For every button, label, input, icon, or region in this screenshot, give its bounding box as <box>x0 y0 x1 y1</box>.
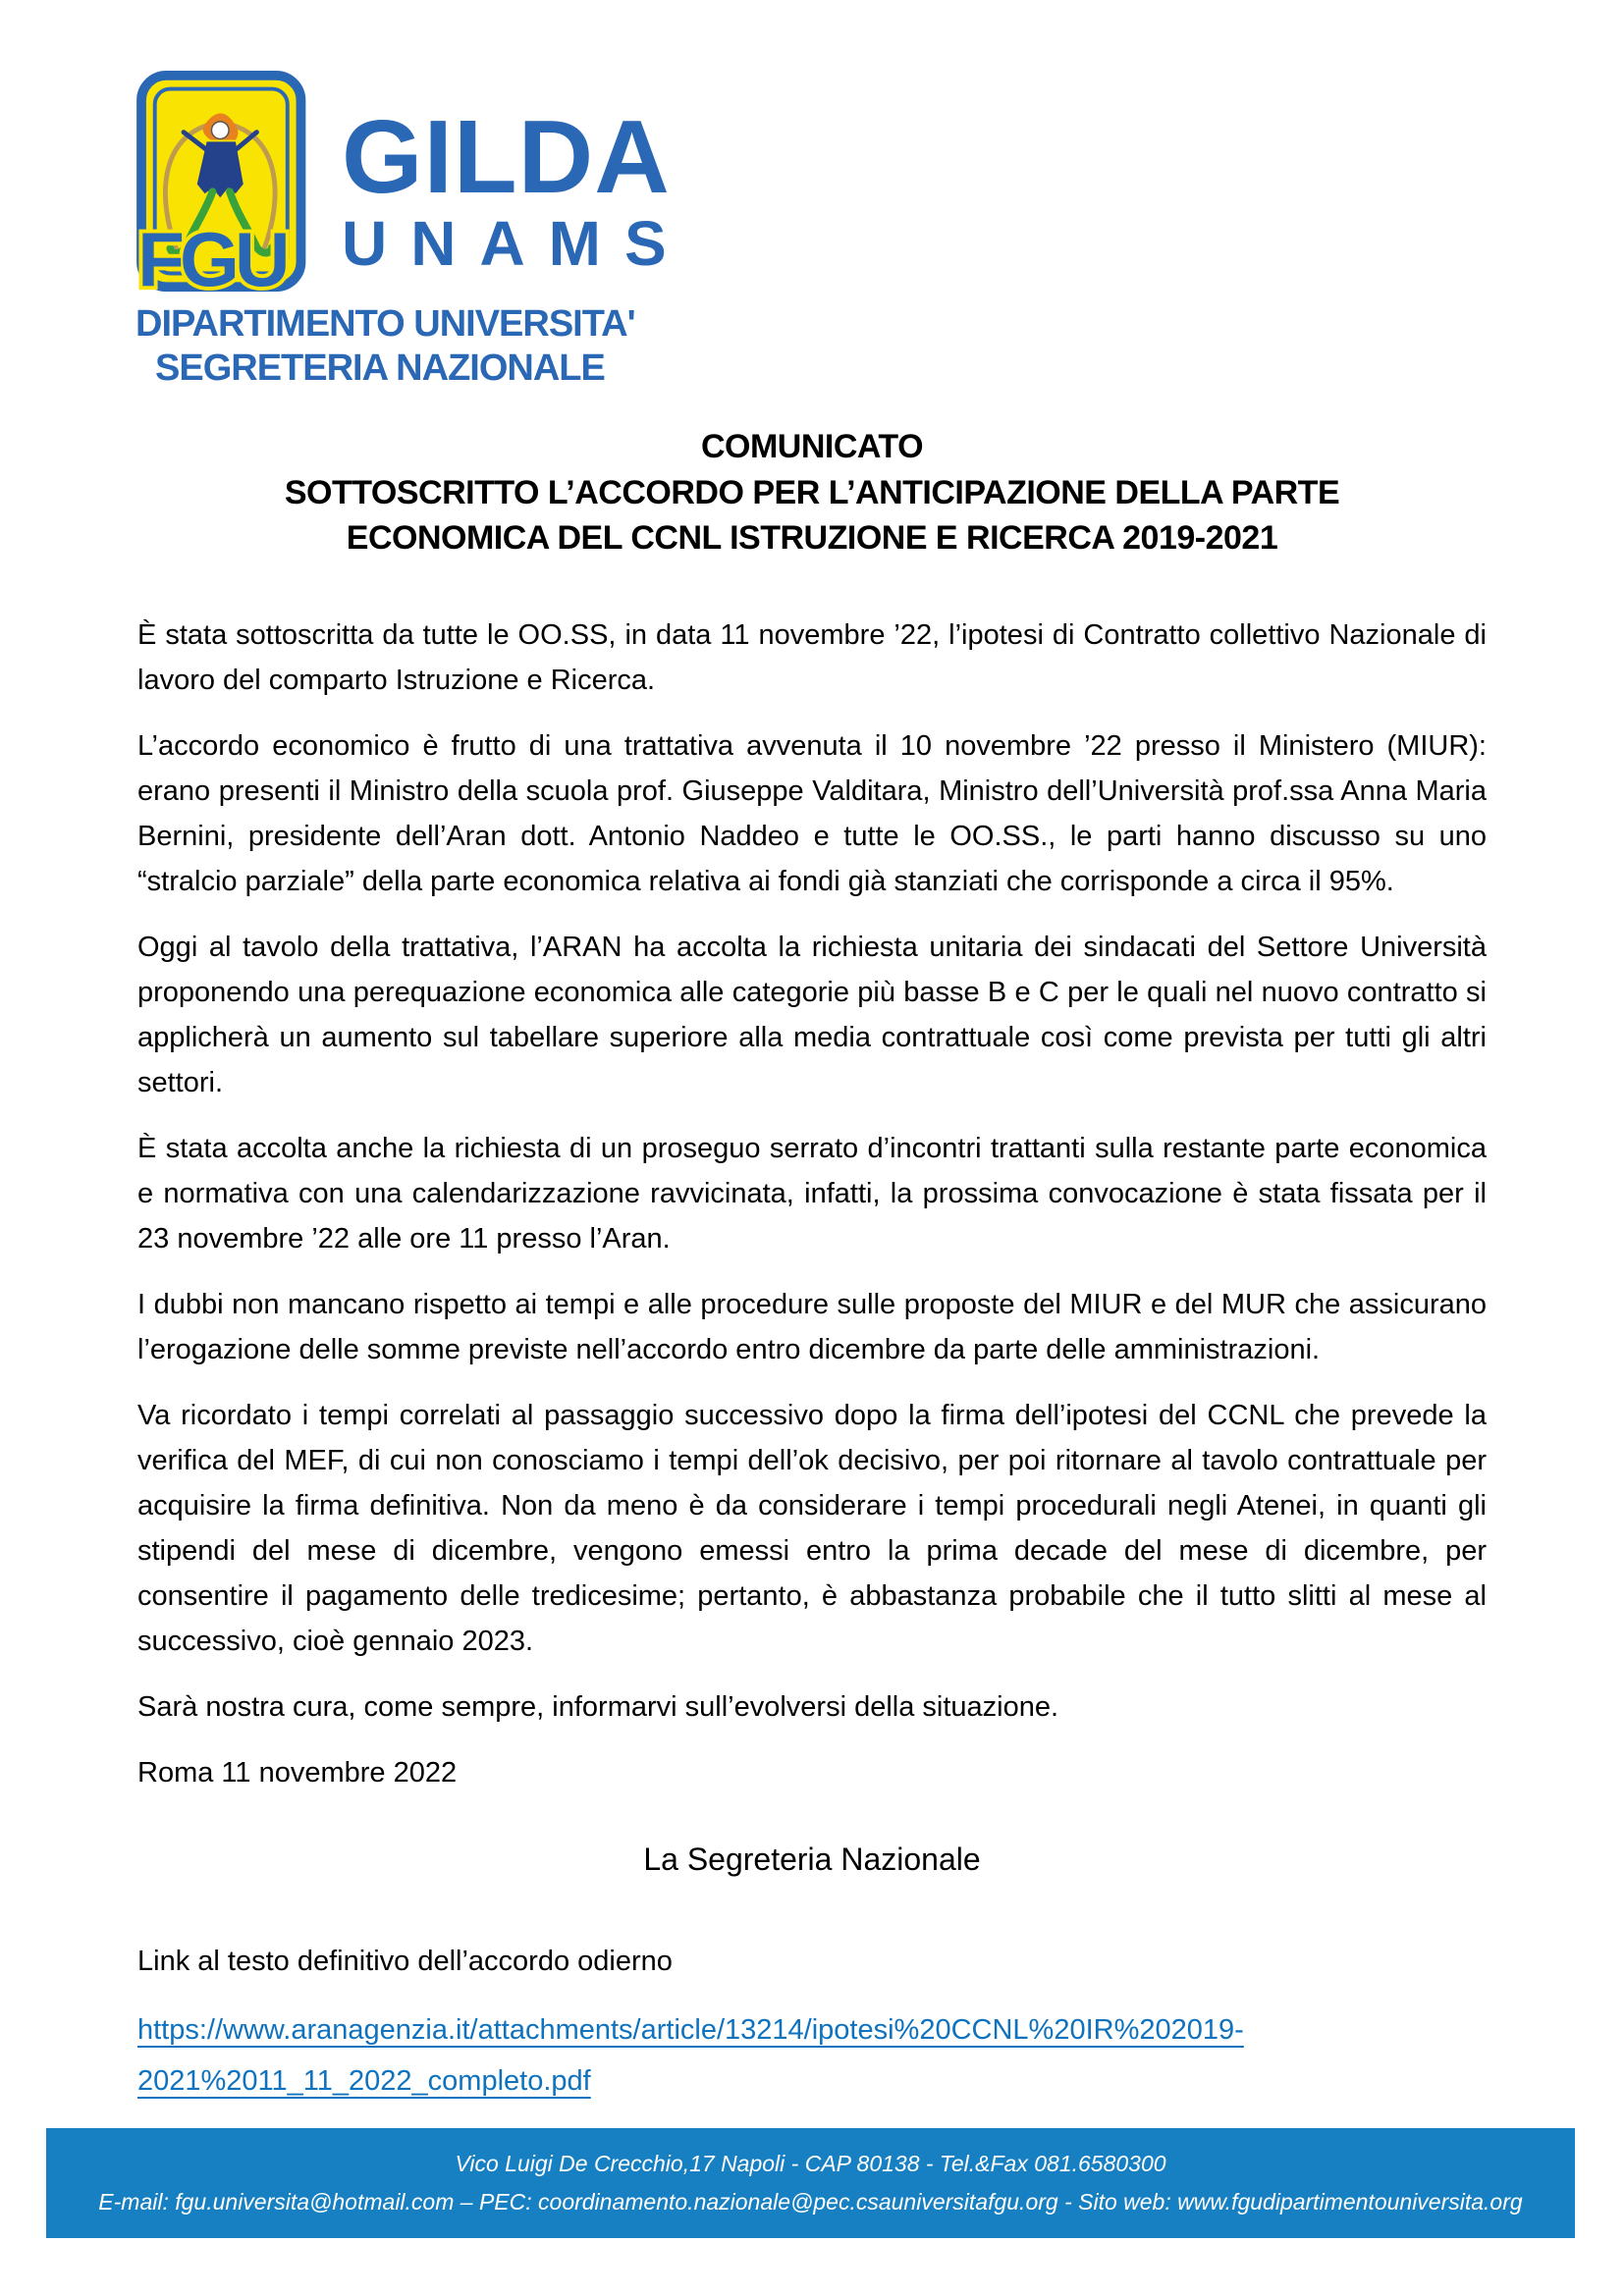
paragraph-4: È stata accolta anche la richiesta di un proseguo serrato d’incontri trattanti sulla restante parte economica e normativa con una calendarizzazione ravvicinata, infatti, la prossima convocazione è stata fissata per il 23 novembre ’22 alle ore 11 presso l’Aran. <box>137 1133 1487 1255</box>
gilda-wordmark: GILDA <box>342 99 671 215</box>
title-line-2: SOTTOSCRITTO L’ACCORDO PER L’ANTICIPAZIONE DELLA PARTE <box>284 473 1340 511</box>
footer-address-line: Vico Luigi De Crecchio,17 Napoli - CAP 80138 - Tel.&Fax 081.6580300 <box>455 2151 1166 2177</box>
link-block <box>137 1939 1487 2107</box>
fgu-jester-logo <box>135 71 328 296</box>
accordo-pdf-link[interactable] <box>137 2004 1487 2107</box>
body-text <box>137 613 1487 2107</box>
paragraph-5: I dubbi non mancano rispetto ai tempi e alle procedure sulle proposte del MIUR e del MUR che assicurano l’erogazione delle somme previste nell’accordo entro dicembre da parte delle amministrazioni. <box>137 1289 1487 1366</box>
paragraph-3: Oggi al tavolo della trattativa, l’ARAN ha accolta la richiesta unitaria dei sindacati del Settore Università proponendo una perequazione economica alle categorie più basse B e C per le quali nel nuovo contratto si applicherà un aumento sul tabellare superiore alla media contrattuale così come prevista per tutti gli altri settori. <box>137 932 1487 1099</box>
date-line: Roma 11 novembre 2022 <box>137 1757 458 1789</box>
paragraph-1: È stata sottoscritta da tutte le OO.SS, in data 11 novembre ’22, l’ipotesi di Contratto collettivo Nazionale di lavoro del comparto Istruzione e Ricerca. <box>137 619 1487 697</box>
department-line2: SEGRETERIA NAZIONALE <box>155 347 605 389</box>
department-lines <box>135 302 1624 391</box>
title-line-3: ECONOMICA DEL CCNL ISTRUZIONE E RICERCA 2019-2021 <box>346 519 1278 558</box>
link-url-line-1[interactable]: https://www.aranagenzia.it/attachments/article/13214/ipotesi%20CCNL%20IR%202019- <box>137 2014 1244 2047</box>
logo-wordmark <box>342 71 690 279</box>
logo-row <box>135 71 1624 296</box>
fgu-text: FGU <box>137 216 286 296</box>
paragraph-2: L’accordo economico è frutto di una trattativa avvenuta il 10 novembre ’22 presso il Ministero (MIUR): erano presenti il Ministro della scuola prof. Giuseppe Valditara, Ministro dell’Università prof.ssa Anna Maria Bernini, presidente dell’Aran dott. Antonio Naddeo e tutte le OO.SS., le parti hanno discusso su uno “stralcio parziale” della parte economica relativa ai fondi già stanziati che corrisponde a circa il 95%. <box>137 730 1487 898</box>
department-line1: DIPARTIMENTO UNIVERSITA' <box>135 303 635 345</box>
paragraph-7: Sarà nostra cura, come sempre, informarvi sull’evolversi della situazione. <box>137 1691 1059 1724</box>
title-line-1: COMUNICATO <box>700 427 924 465</box>
page-title <box>0 424 1624 562</box>
letterhead <box>0 0 1624 391</box>
signature: La Segreteria Nazionale <box>643 1842 981 1878</box>
link-label: Link al testo definitivo dell’accordo odierno <box>137 1946 673 1978</box>
link-url-line-2[interactable]: 2021%2011_11_2022_completo.pdf <box>137 2065 591 2098</box>
paragraph-6: Va ricordato i tempi correlati al passaggio successivo dopo la firma dell’ipotesi del CCNL che prevede la verifica del MEF, di cui non conosciamo i tempi dell’ok decisivo, per poi ritornare al tavolo contrattuale per acquisire la firma definitiva. Non da meno è da considerare i tempi procedurali negli Atenei, in quanti gli stipendi del mese di dicembre, vengono emessi entro la prima decade del mese di dicembre, per consentire il pagamento delle tredicesime; pertanto, è abbastanza probabile che il tutto slitti al mese al successivo, cioè gennaio 2023. <box>137 1400 1487 1658</box>
footer-band <box>46 2128 1575 2238</box>
unams-wordmark: UNAMS <box>342 207 690 279</box>
footer-contacts-line: E-mail: fgu.universita@hotmail.com – PEC: coordinamento.nazionale@pec.csauniversitafgu.org - Sito web: www.fgudipartimentouniversita.org <box>98 2188 1523 2215</box>
